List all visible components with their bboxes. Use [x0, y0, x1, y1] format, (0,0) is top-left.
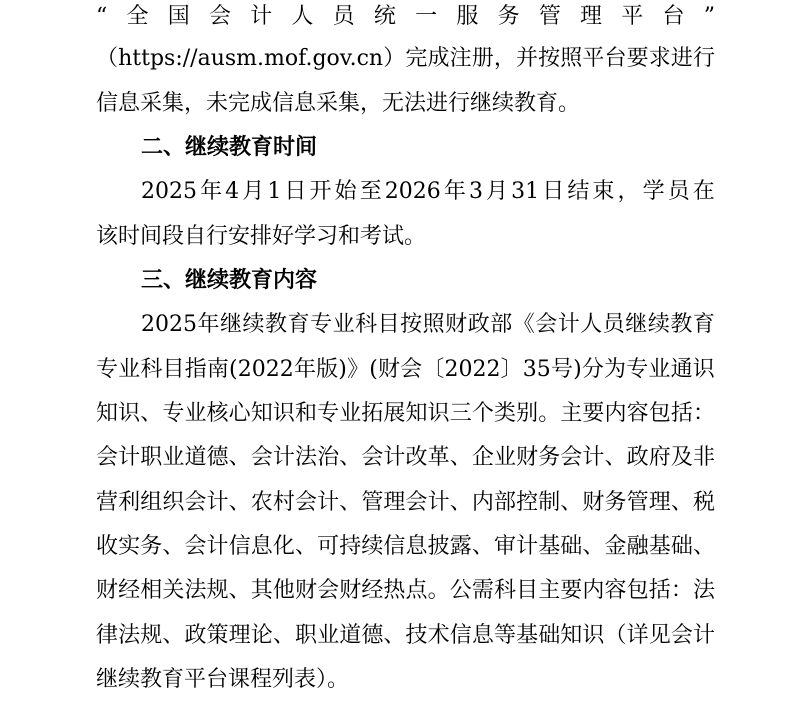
- glyph-run: 务: [497, 4, 520, 29]
- glyph-run: 求: [648, 46, 671, 71]
- glyph-run: 35: [522, 357, 551, 382]
- glyph-run: 分: [581, 357, 604, 382]
- glyph-run: 制: [538, 490, 561, 515]
- glyph-run: 年: [200, 179, 223, 204]
- glyph-run: 法: [692, 578, 715, 603]
- glyph-run: 点: [405, 578, 428, 603]
- glyph-run: 及: [670, 445, 693, 470]
- glyph-run: 息: [471, 623, 494, 648]
- glyph-run: 信: [383, 534, 406, 559]
- glyph-run: ”: [703, 4, 715, 29]
- glyph-run: 知: [560, 623, 583, 648]
- glyph-run: 管: [361, 490, 384, 515]
- glyph-run: 、: [670, 490, 693, 515]
- text-line-11: [0, 438, 805, 478]
- glyph-run: 月: [242, 179, 265, 204]
- glyph-run: 持: [339, 534, 362, 559]
- glyph-run: 内: [604, 401, 627, 426]
- glyph-run: 识: [582, 623, 605, 648]
- glyph-run: 部: [490, 312, 513, 337]
- glyph-run: 个: [471, 401, 494, 426]
- glyph-run: 2022: [237, 357, 294, 382]
- glyph-run: 31: [511, 179, 540, 204]
- glyph-run: 业: [493, 445, 516, 470]
- glyph-run: 营: [96, 490, 119, 515]
- glyph-run: 、: [228, 490, 251, 515]
- glyph-run: 税: [692, 490, 715, 515]
- glyph-run: 道: [184, 445, 207, 470]
- glyph-run: 指: [184, 357, 207, 382]
- glyph-run: 、: [692, 534, 715, 559]
- glyph-run: 财: [96, 578, 119, 603]
- glyph-run: 完: [405, 46, 428, 71]
- glyph-run: ): [338, 357, 347, 382]
- glyph-run: 理: [383, 490, 406, 515]
- glyph-run: 热: [383, 578, 406, 603]
- glyph-run: 会: [670, 623, 693, 648]
- glyph-run: 三: [449, 401, 472, 426]
- glyph-run: 和: [294, 401, 317, 426]
- glyph-run: 括: [670, 401, 693, 426]
- text-line-6: 该时间段自行安排好学习和考试。: [96, 224, 427, 249]
- glyph-run: 、: [294, 534, 317, 559]
- glyph-run: 计: [317, 490, 340, 515]
- glyph-run: 。: [538, 401, 561, 426]
- glyph-run: 核: [206, 401, 229, 426]
- glyph-run: 学: [642, 179, 665, 204]
- text-line-9: [0, 350, 805, 390]
- glyph-run: 会: [208, 4, 231, 29]
- glyph-run: 业: [332, 312, 355, 337]
- glyph-run: 息: [405, 534, 428, 559]
- glyph-run: 为: [604, 357, 627, 382]
- text-line-13: [0, 527, 805, 567]
- glyph-run: 府: [648, 445, 671, 470]
- glyph-run: 要: [582, 401, 605, 426]
- glyph-run: 实: [118, 534, 141, 559]
- glyph-run: 服: [456, 4, 479, 29]
- glyph-run: 专: [626, 357, 649, 382]
- section-heading-content: 三、继续教育内容: [141, 268, 318, 293]
- glyph-run: 务: [604, 490, 627, 515]
- glyph-run: ): [573, 357, 582, 382]
- glyph-run: 内: [471, 490, 494, 515]
- glyph-run: 技: [405, 623, 428, 648]
- glyph-run: 关: [162, 578, 185, 603]
- glyph-run: 控: [516, 490, 539, 515]
- glyph-run: 成: [427, 46, 450, 71]
- glyph-run: 计: [582, 445, 605, 470]
- glyph-run: 政: [467, 312, 490, 337]
- glyph-run: 号: [550, 357, 573, 382]
- glyph-run: 治: [317, 445, 340, 470]
- glyph-run: 知: [250, 401, 273, 426]
- glyph-run: 财: [377, 357, 400, 382]
- glyph-run: 管: [538, 4, 561, 29]
- glyph-run: 续: [647, 312, 670, 337]
- glyph-run: 计: [206, 534, 229, 559]
- glyph-run: 详: [626, 623, 649, 648]
- glyph-run: 〔: [422, 357, 445, 382]
- glyph-run: 息: [250, 534, 273, 559]
- glyph-run: 改: [405, 445, 428, 470]
- glyph-run: 国: [167, 4, 190, 29]
- glyph-run: 按: [538, 46, 561, 71]
- glyph-run: 规: [206, 578, 229, 603]
- glyph-run: 会: [535, 312, 558, 337]
- glyph-run: 术: [427, 623, 450, 648]
- glyph-run: 2025: [141, 179, 197, 204]
- glyph-run: 业: [339, 401, 362, 426]
- text-line-15: [0, 616, 805, 656]
- glyph-run: （: [604, 623, 627, 648]
- glyph-run: 计: [692, 623, 715, 648]
- glyph-run: 披: [427, 534, 450, 559]
- glyph-run: 织: [162, 490, 185, 515]
- glyph-run: 会: [250, 445, 273, 470]
- glyph-run: 业: [162, 445, 185, 470]
- glyph-run: 化: [272, 534, 295, 559]
- text-line-14: [0, 571, 805, 611]
- glyph-run: 专: [317, 401, 340, 426]
- glyph-run: 信: [228, 534, 251, 559]
- glyph-run: 计: [118, 445, 141, 470]
- glyph-run: 台: [662, 4, 685, 29]
- glyph-run: 2025: [141, 312, 197, 337]
- glyph-run: 员: [332, 4, 355, 29]
- glyph-run: 〕: [500, 357, 523, 382]
- glyph-run: (: [369, 357, 378, 382]
- glyph-run: 职: [294, 623, 317, 648]
- glyph-run: 别: [516, 401, 539, 426]
- glyph-run: 组: [140, 490, 163, 515]
- glyph-run: 金: [604, 534, 627, 559]
- glyph-run: 部: [493, 490, 516, 515]
- glyph-run: 一: [415, 4, 438, 29]
- glyph-run: 业: [118, 357, 141, 382]
- glyph-run: ，: [617, 179, 640, 204]
- text-line-2: [0, 39, 805, 79]
- glyph-run: 会: [405, 490, 428, 515]
- glyph-run: 等: [493, 623, 516, 648]
- glyph-run: 策: [206, 623, 229, 648]
- glyph-run: 包: [648, 401, 671, 426]
- glyph-run: ：: [670, 578, 693, 603]
- glyph-run: ：: [692, 401, 715, 426]
- glyph-run: 续: [361, 534, 384, 559]
- glyph-run: 结: [567, 179, 590, 204]
- glyph-run: 会: [96, 445, 119, 470]
- glyph-run: （: [96, 46, 119, 71]
- glyph-run: 见: [648, 623, 671, 648]
- glyph-run: 束: [592, 179, 615, 204]
- glyph-run: 会: [184, 490, 207, 515]
- glyph-run: 照: [560, 46, 583, 71]
- glyph-run: 础: [560, 534, 583, 559]
- glyph-run: 法: [118, 623, 141, 648]
- glyph-run: 、: [162, 623, 185, 648]
- glyph-run: 主: [560, 401, 583, 426]
- glyph-run: 识: [427, 401, 450, 426]
- glyph-run: 员: [602, 312, 625, 337]
- glyph-run: 平: [621, 4, 644, 29]
- glyph-run: 基: [538, 534, 561, 559]
- glyph-run: 科: [493, 578, 516, 603]
- glyph-run: 需: [471, 578, 494, 603]
- glyph-run: 》: [347, 357, 370, 382]
- glyph-run: 论: [250, 623, 273, 648]
- glyph-run: 收: [96, 534, 119, 559]
- glyph-run: 目: [516, 578, 539, 603]
- glyph-run: 容: [626, 401, 649, 426]
- glyph-run: 政: [184, 623, 207, 648]
- glyph-run: 职: [140, 445, 163, 470]
- glyph-run: 行: [692, 46, 715, 71]
- glyph-run: 续: [242, 312, 265, 337]
- glyph-run: 务: [140, 534, 163, 559]
- glyph-run: 其: [250, 578, 273, 603]
- glyph-run: 专: [96, 357, 119, 382]
- glyph-run: 理: [228, 623, 251, 648]
- glyph-run: 包: [626, 578, 649, 603]
- glyph-run: 、: [162, 534, 185, 559]
- glyph-run: 村: [272, 490, 295, 515]
- glyph-run: 2022: [444, 357, 501, 382]
- glyph-run: 可: [317, 534, 340, 559]
- glyph-run: 企: [471, 445, 494, 470]
- glyph-run: 育: [287, 312, 310, 337]
- glyph-run: 础: [670, 534, 693, 559]
- glyph-run: 、: [471, 534, 494, 559]
- glyph-run: 会: [184, 534, 207, 559]
- glyph-run: 革: [427, 445, 450, 470]
- glyph-run: 财: [582, 490, 605, 515]
- glyph-run: 、: [339, 490, 362, 515]
- glyph-run: 按: [400, 312, 423, 337]
- glyph-run: 会: [317, 578, 340, 603]
- glyph-run: 知: [405, 401, 428, 426]
- glyph-run: 主: [538, 578, 561, 603]
- glyph-run: 年: [443, 179, 466, 204]
- glyph-run: 计: [383, 445, 406, 470]
- glyph-run: 信: [449, 623, 472, 648]
- glyph-run: 计: [427, 490, 450, 515]
- glyph-run: 业: [317, 623, 340, 648]
- glyph-run: 德: [361, 623, 384, 648]
- glyph-run: “: [96, 4, 108, 29]
- glyph-run: 版: [316, 357, 339, 382]
- glyph-run: 务: [538, 445, 561, 470]
- glyph-run: 他: [272, 578, 295, 603]
- glyph-run: (: [229, 357, 238, 382]
- glyph-run: 通: [670, 357, 693, 382]
- glyph-run: 农: [250, 490, 273, 515]
- glyph-run: 内: [582, 578, 605, 603]
- text-line-1: [0, 0, 805, 37]
- glyph-run: ，: [493, 46, 516, 71]
- glyph-run: 台: [604, 46, 627, 71]
- glyph-run: 计: [206, 490, 229, 515]
- glyph-run: 公: [449, 578, 472, 603]
- glyph-run: 括: [648, 578, 671, 603]
- glyph-run: 财: [294, 578, 317, 603]
- glyph-run: 、: [383, 623, 406, 648]
- glyph-run: 继: [625, 312, 648, 337]
- glyph-run: 础: [538, 623, 561, 648]
- glyph-run: 注: [449, 46, 472, 71]
- glyph-run: 要: [626, 46, 649, 71]
- glyph-run: 始: [334, 179, 357, 204]
- glyph-run: 财: [339, 578, 362, 603]
- glyph-run: 开: [309, 179, 332, 204]
- glyph-run: 、: [339, 445, 362, 470]
- glyph-run: 业: [184, 401, 207, 426]
- text-line-10: [0, 394, 805, 434]
- text-line-12: [0, 483, 805, 523]
- glyph-run: 人: [291, 4, 314, 29]
- text-line-16: 继续教育平台课程列表）。: [96, 667, 350, 692]
- text-line-3: 信息采集，未完成信息采集，无法进行继续教育。: [96, 91, 581, 116]
- glyph-run: 员: [667, 179, 690, 204]
- glyph-run: 法: [294, 445, 317, 470]
- glyph-run: 目: [162, 357, 185, 382]
- glyph-run: 专: [310, 312, 333, 337]
- glyph-run: 识: [272, 401, 295, 426]
- glyph-run: 、: [560, 490, 583, 515]
- glyph-run: 。: [427, 578, 450, 603]
- glyph-run: 继: [220, 312, 243, 337]
- glyph-run: 3: [468, 179, 483, 204]
- glyph-run: 、: [140, 401, 163, 426]
- glyph-run: 、: [582, 534, 605, 559]
- glyph-run: 容: [604, 578, 627, 603]
- glyph-run: 4: [225, 179, 240, 204]
- glyph-run: 计: [557, 312, 580, 337]
- glyph-run: 识: [692, 357, 715, 382]
- glyph-run: 财: [445, 312, 468, 337]
- glyph-run: 审: [493, 534, 516, 559]
- glyph-run: 教: [670, 312, 693, 337]
- glyph-run: 计: [250, 4, 273, 29]
- glyph-run: 1: [267, 179, 282, 204]
- glyph-run: 经: [118, 578, 141, 603]
- glyph-run: 识: [118, 401, 141, 426]
- glyph-run: 利: [118, 490, 141, 515]
- glyph-run: 2026: [384, 179, 441, 204]
- glyph-run: 、: [604, 445, 627, 470]
- glyph-run: 经: [361, 578, 384, 603]
- glyph-run: 基: [516, 623, 539, 648]
- glyph-run: 统: [373, 4, 396, 29]
- glyph-run: 并: [515, 46, 538, 71]
- glyph-run: 心: [228, 401, 251, 426]
- glyph-run: 进: [670, 46, 693, 71]
- glyph-run: 德: [206, 445, 229, 470]
- glyph-run: 政: [626, 445, 649, 470]
- glyph-run: ）: [383, 46, 406, 71]
- glyph-run: 月: [486, 179, 509, 204]
- glyph-run: 、: [228, 445, 251, 470]
- glyph-run: 知: [96, 401, 119, 426]
- glyph-run: 非: [692, 445, 715, 470]
- glyph-run: 会: [400, 357, 423, 382]
- glyph-run: 相: [140, 578, 163, 603]
- glyph-run: 类: [493, 401, 516, 426]
- glyph-run: 基: [648, 534, 671, 559]
- glyph-run: 南: [206, 357, 229, 382]
- glyph-run: 财: [516, 445, 539, 470]
- glyph-run: 人: [580, 312, 603, 337]
- glyph-run: 《: [512, 312, 535, 337]
- glyph-run: 规: [140, 623, 163, 648]
- glyph-run: 要: [560, 578, 583, 603]
- glyph-run: 计: [516, 534, 539, 559]
- glyph-run: 在: [692, 179, 715, 204]
- glyph-run: 日: [284, 179, 307, 204]
- glyph-run: 法: [184, 578, 207, 603]
- glyph-run: 露: [449, 534, 472, 559]
- section-heading-time: 二、继续教育时间: [141, 135, 318, 160]
- glyph-run: 会: [560, 445, 583, 470]
- glyph-run: 融: [626, 534, 649, 559]
- glyph-run: 年: [197, 312, 220, 337]
- text-line-8: [0, 305, 805, 345]
- glyph-run: 全: [126, 4, 149, 29]
- glyph-run: 管: [626, 490, 649, 515]
- glyph-run: 理: [648, 490, 671, 515]
- glyph-run: 道: [339, 623, 362, 648]
- glyph-run: 计: [272, 445, 295, 470]
- glyph-run: 专: [162, 401, 185, 426]
- glyph-run: 展: [383, 401, 406, 426]
- glyph-run: https://ausm.mof.gov.cn: [118, 46, 384, 71]
- glyph-run: 会: [361, 445, 384, 470]
- glyph-run: 年: [293, 357, 316, 382]
- glyph-run: 册: [471, 46, 494, 71]
- glyph-run: 育: [692, 312, 715, 337]
- glyph-run: 律: [96, 623, 119, 648]
- glyph-run: 照: [422, 312, 445, 337]
- glyph-run: 、: [449, 445, 472, 470]
- glyph-run: 业: [648, 357, 671, 382]
- glyph-run: 、: [272, 623, 295, 648]
- glyph-run: 至: [359, 179, 382, 204]
- text-line-5: [0, 172, 805, 212]
- glyph-run: 理: [580, 4, 603, 29]
- glyph-run: 拓: [361, 401, 384, 426]
- glyph-run: 、: [228, 578, 251, 603]
- glyph-run: 教: [265, 312, 288, 337]
- glyph-run: 科: [140, 357, 163, 382]
- glyph-run: 目: [377, 312, 400, 337]
- glyph-run: 日: [542, 179, 565, 204]
- glyph-run: 、: [449, 490, 472, 515]
- glyph-run: 会: [294, 490, 317, 515]
- glyph-run: 平: [582, 46, 605, 71]
- glyph-run: 科: [355, 312, 378, 337]
